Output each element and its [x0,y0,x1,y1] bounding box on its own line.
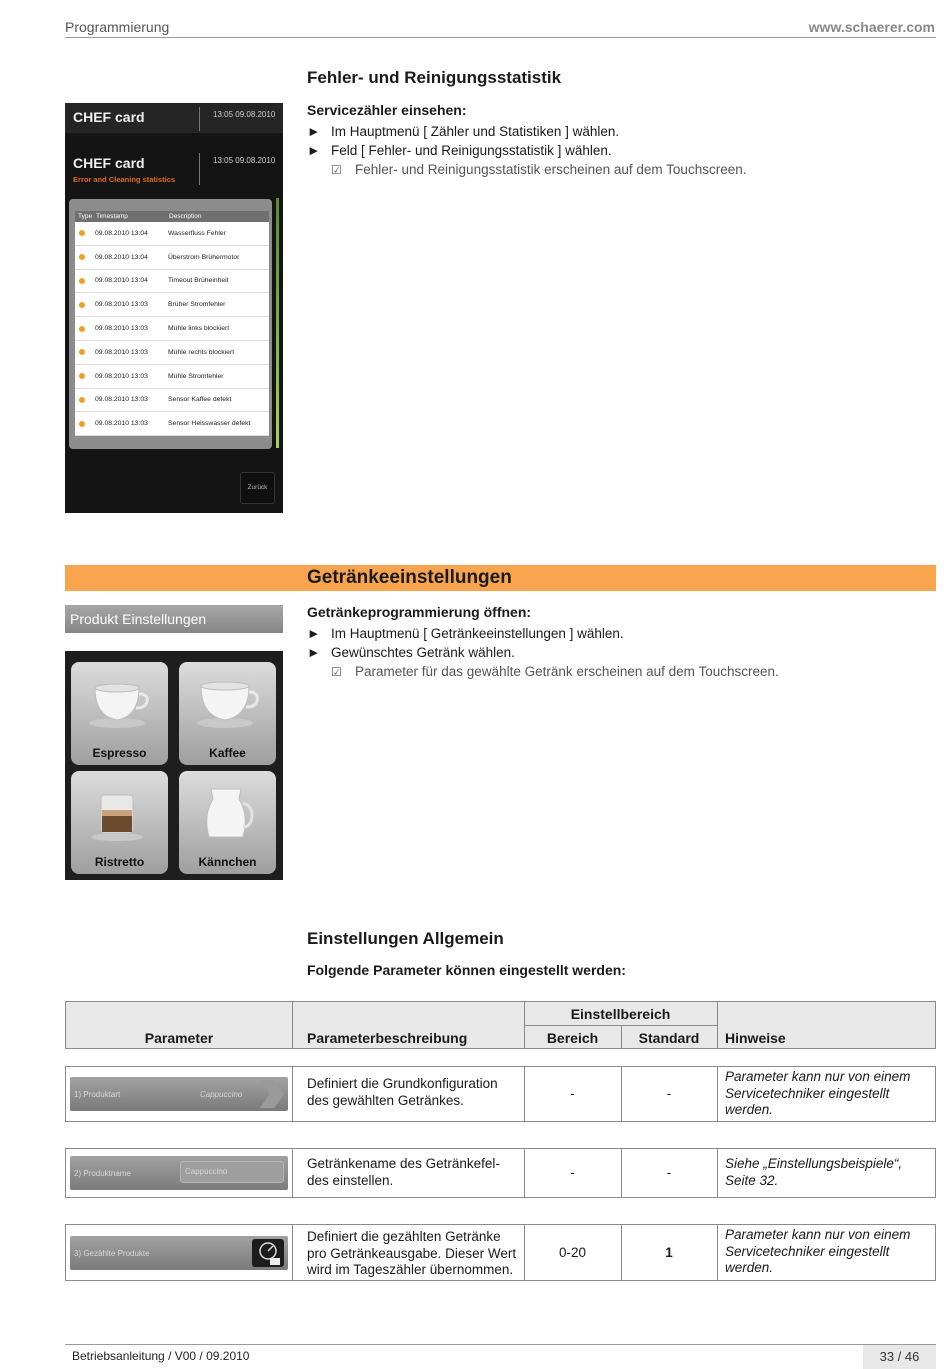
step-item: ► Im Hauptmenü [ Getränkeeinstellungen ] wählen. [307,626,624,641]
jug-icon [197,785,259,845]
parameter-thumbnail [70,1236,288,1270]
step-item: ► Im Hauptmenü [ Zähler und Statistiken ] wählen. [307,124,620,139]
beverage-tile-ristretto[interactable] [71,771,168,874]
error-row[interactable] [75,246,269,270]
parameter-range: - [570,1086,575,1101]
step-item: ► Feld [ Fehler- und Reinigungsstatistik ] wählen. [307,143,612,158]
error-statistics-screenshot [65,103,283,513]
error-row[interactable] [75,270,269,294]
header-parameter: Parameter [144,1030,214,1046]
footer-divider [65,1344,936,1345]
arrow-right-icon: ► [307,124,321,139]
parameter-description: Definiert die gezählten Getränke pro Getränkeausgabe. Dieser Wert wird im Tageszähler übernommen. [307,1229,517,1277]
error-description: Brüher Stromfehler [168,301,226,309]
section-title-error-statistics: Fehler- und Reinigungsstatistik [307,68,562,87]
error-description: Überstrom Brühermotor [168,253,240,261]
error-list-panel [69,199,272,449]
section-title-beverage-settings: Getränkeeinstellungen [307,567,512,588]
warning-dot-icon [79,230,85,236]
chef-card-title-back: CHEF card [73,109,145,125]
page-number: 33 / 46 [863,1345,936,1369]
ristretto-glass-icon [89,785,151,845]
error-timestamp: 09.08.2010 13:03 [95,325,148,333]
header-description: Parameterbeschreibung [307,1030,468,1046]
chevron-right-icon [260,1080,284,1108]
chef-card-title: CHEF card [73,155,145,171]
parameter-standard: - [666,1165,672,1180]
warning-dot-icon [79,373,85,379]
parameter-description: Getränkename des Getränkefel- des einstellen. [307,1156,500,1188]
error-table [75,211,269,436]
table-row [65,1148,936,1198]
date-time-back: 13:05 09.08.2010 [213,110,276,119]
espresso-cup-icon [89,676,151,731]
scrollbar[interactable] [276,198,279,448]
error-row[interactable] [75,293,269,317]
parameter-notes: Parameter kann nur von einem Servicetechniker eingestellt werden. [725,1227,911,1275]
error-row[interactable] [75,412,269,436]
parameter-standard: - [666,1086,672,1101]
header-notes: Hinweise [725,1030,786,1046]
warning-dot-icon [79,349,85,355]
section-subtitle-service-counter: Servicezähler einsehen: [307,102,467,118]
parameter-thumbnail-value: Cappuccino [200,1090,243,1099]
parameter-standard: 1 [665,1245,673,1260]
beverage-label: Espresso [92,746,147,760]
error-description: Sensor Kaffee defekt [168,396,232,404]
arrow-right-icon: ► [307,626,321,641]
parameter-thumbnail-label: 1) Produktart [74,1090,121,1099]
section-title-general-settings: Einstellungen Allgemein [307,929,504,948]
coffee-cup-icon [197,676,259,731]
footer-document-info: Betriebsanleitung / V00 / 09.2010 [72,1349,250,1363]
error-timestamp: 09.08.2010 13:03 [95,420,148,428]
error-description: Sensor Heisswasser defekt [168,420,251,428]
beverage-tile-kaffee[interactable] [179,662,276,765]
step-item: ► Gewünschtes Getränk wählen. [307,645,515,660]
parameter-notes: Parameter kann nur von einem Servicetechniker eingestellt werden. [725,1069,911,1117]
section-subtitle-parameters: Folgende Parameter können eingestellt werden: [307,962,626,978]
gauge-icon [252,1239,284,1267]
result-item: ☑ Parameter für das gewählte Getränk erscheinen auf dem Touchscreen. [307,662,779,682]
error-timestamp: 09.08.2010 13:04 [95,277,148,285]
table-row [65,1066,936,1122]
header-range: Bereich [546,1030,599,1046]
parameter-notes: Siehe „Einstellungsbeispiele“, Seite 32. [725,1156,903,1188]
date-time: 13:05 09.08.2010 [213,156,276,165]
parameter-description: Definiert die Grundkonfiguration des gewählten Getränkes. [307,1076,498,1108]
divider [199,107,200,131]
header-website[interactable]: www.schaerer.com [808,19,935,35]
checkbox-icon: ☑ [331,163,342,177]
beverage-label: Ristretto [94,855,145,869]
beverage-label: Kaffee [209,746,246,760]
header-section-title: Programmierung [65,19,170,35]
warning-dot-icon [79,278,85,284]
error-row[interactable] [75,341,269,365]
error-description: Mühle rechts blockiert [168,348,235,356]
beverage-label: Kännchen [198,855,257,869]
parameter-thumbnail [70,1077,288,1111]
warning-dot-icon [79,397,85,403]
error-description: Mühle links blockiert [168,325,230,333]
product-settings-bar: Produkt Einstellungen [65,605,283,633]
checkbox-icon: ☑ [331,665,342,679]
divider [199,153,200,185]
header-standard: Standard [638,1030,700,1046]
product-name-input: Cappuccino [180,1161,284,1183]
table-header [65,1001,936,1049]
parameter-range: 0-20 [558,1245,587,1260]
error-timestamp: 09.08.2010 13:03 [95,348,148,356]
error-timestamp: 09.08.2010 13:04 [95,229,148,237]
error-timestamp: 09.08.2010 13:03 [95,372,148,380]
header-divider [65,37,936,38]
parameter-thumbnail-label: 2) Produktname [74,1169,131,1178]
warning-dot-icon [79,302,85,308]
error-timestamp: 09.08.2010 13:03 [95,396,148,404]
arrow-right-icon: ► [307,645,321,660]
error-row[interactable] [75,317,269,341]
error-row[interactable] [75,222,269,246]
beverage-selection-screenshot [65,651,283,880]
error-description: Mühle Stromfehler [168,372,224,380]
beverage-tile-espresso[interactable] [71,662,168,765]
error-row[interactable] [75,365,269,389]
arrow-right-icon: ► [307,143,321,158]
parameter-thumbnail-label: 3) Gezählte Produkte [74,1249,150,1258]
error-description: Timeout Brüheinheit [168,277,229,285]
section-subtitle-open-programming: Getränkeprogrammierung öffnen: [307,604,532,620]
result-item: ☑ Fehler- und Reinigungsstatistik erscheinen auf dem Touchscreen. [307,160,746,180]
error-row[interactable] [75,389,269,413]
screen-subtitle: Error and Cleaning statistics [73,175,176,184]
back-button[interactable]: Zurück [240,472,275,504]
warning-dot-icon [79,326,85,332]
parameter-range: - [570,1165,575,1180]
warning-dot-icon [79,254,85,260]
warning-dot-icon [79,421,85,427]
parameter-thumbnail [70,1156,288,1190]
error-table-header: Type Timestamp Description [75,211,269,222]
error-timestamp: 09.08.2010 13:03 [95,301,148,309]
header-range-group: Einstellbereich [570,1006,671,1022]
error-timestamp: 09.08.2010 13:04 [95,253,148,261]
error-description: Wasserfluss Fehler [168,229,226,237]
beverage-tile-kaennchen[interactable] [179,771,276,874]
table-row [65,1224,936,1281]
